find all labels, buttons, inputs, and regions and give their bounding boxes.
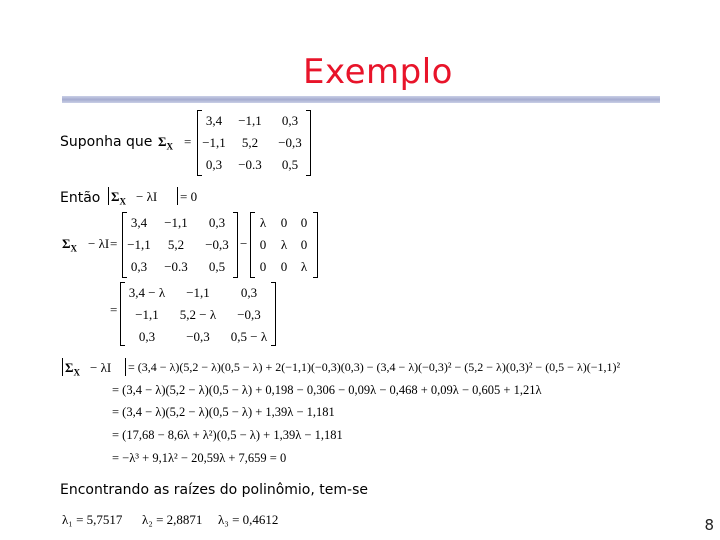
matrix-cell: 3,4	[130, 215, 148, 230]
matrix-cell: 0,5	[208, 259, 226, 274]
matrix-cell: 0,5	[281, 157, 299, 172]
matrix-cell: 0	[300, 237, 308, 252]
matrix-cell: −0.3	[238, 157, 262, 172]
expansion-line-2: = (3,4 − λ)(5,2 − λ)(0,5 − λ) + 0,198 − 0,306 − 0,09λ − 0,468 + 0,09λ − 0,605 + 1,21λ	[112, 383, 542, 397]
matrix-cell: 0,3	[208, 215, 226, 230]
equals-sign: =	[184, 134, 192, 149]
minus-sign: −	[240, 236, 248, 251]
covariance-matrix-2-cells	[124, 212, 236, 278]
matrix-cell: 3,4	[205, 113, 223, 128]
matrix-cell: 0,3	[130, 259, 148, 274]
matrix-cell: −1,1	[127, 237, 151, 252]
expansion-line-1: = (3,4 − λ)(5,2 − λ)(0,5 − λ) + 2(−1,1)(−0,3)(0,3) − (3,4 − λ)(−0,3)² − (5,2 − λ)(0,3)² − (0,5 − λ)(−1,1)²	[128, 360, 621, 374]
root-lambda-3: λ₃ = 0,4612	[218, 512, 279, 527]
matrix-cell: 0	[280, 215, 288, 230]
matrix-cell: −1,1	[186, 285, 210, 300]
sigma-x-symbol-2: $\Sigma_X$	[111, 189, 126, 207]
encontrando-text: Encontrando as raízes do polinômio, tem-se	[60, 482, 368, 498]
matrix-cell: 0,3	[281, 113, 299, 128]
matrix-cell: 0,3	[205, 157, 223, 172]
matrix-cell: −1,1	[135, 307, 159, 322]
matrix-cell: 0	[280, 259, 288, 274]
matrix-cell: −0.3	[164, 259, 188, 274]
matrix-cell: 5,2	[167, 237, 185, 252]
matrix-cell: −0,3	[278, 135, 302, 150]
matrix-cell: −0,3	[186, 329, 210, 344]
matrix-cell: λ	[259, 215, 267, 230]
matrix-cell: 0,5 − λ	[230, 329, 268, 344]
matrix-cell: 0	[259, 259, 267, 274]
equals-zero: = 0	[180, 189, 198, 204]
sigma-x-symbol-3: $\Sigma_X$	[62, 236, 77, 254]
entao-label: Então	[60, 190, 101, 206]
root-lambda-2: λ₂ = 2,8871	[142, 512, 203, 527]
page-number: 8	[704, 516, 714, 534]
equals-sign-3: =	[110, 302, 118, 317]
matrix-cell: 0,3	[240, 285, 258, 300]
matrix-cell: 0	[300, 215, 308, 230]
sigma-x-symbol-4: $\Sigma_X$	[65, 360, 80, 378]
difference-matrix-cells	[122, 282, 274, 348]
lambda-identity-cells	[252, 212, 314, 278]
matrix-cell: λ	[300, 259, 308, 274]
minus-lambda-i-2: − λI	[88, 236, 110, 251]
matrix-cell: 5,2 − λ	[179, 307, 217, 322]
matrix-cell: −1,1	[238, 113, 262, 128]
matrix-cell: 0,3	[138, 329, 156, 344]
minus-lambda-i: − λI	[136, 189, 158, 204]
matrix-cell: λ	[280, 237, 288, 252]
title-divider	[62, 96, 660, 103]
matrix-cell: −1,1	[164, 215, 188, 230]
expansion-line-3: = (3,4 − λ)(5,2 − λ)(0,5 − λ) + 1,39λ − 1,181	[112, 405, 335, 419]
matrix-cell: 5,2	[241, 135, 259, 150]
minus-lambda-i-3: − λI	[90, 360, 112, 375]
matrix-cell: 3,4 − λ	[128, 285, 166, 300]
slide-title: Exemplo	[303, 52, 453, 92]
matrix-cell: −0,3	[237, 307, 261, 322]
expansion-line-5: = −λ³ + 9,1λ² − 20,59λ + 7,659 = 0	[112, 451, 287, 465]
matrix-cell: −1,1	[202, 135, 226, 150]
expansion-line-4: = (17,68 − 8,6λ + λ²)(0,5 − λ) + 1,39λ − 1,181	[112, 428, 343, 442]
suponha-label: Suponha que	[60, 134, 153, 150]
matrix-cell: −0,3	[205, 237, 229, 252]
matrix-cell: 0	[259, 237, 267, 252]
sigma-x-symbol: $\Sigma_X$	[158, 134, 173, 152]
equals-sign-2: =	[110, 236, 118, 251]
covariance-matrix-cells	[199, 110, 309, 176]
root-lambda-1: λ₁ = 5,7517	[62, 512, 123, 527]
